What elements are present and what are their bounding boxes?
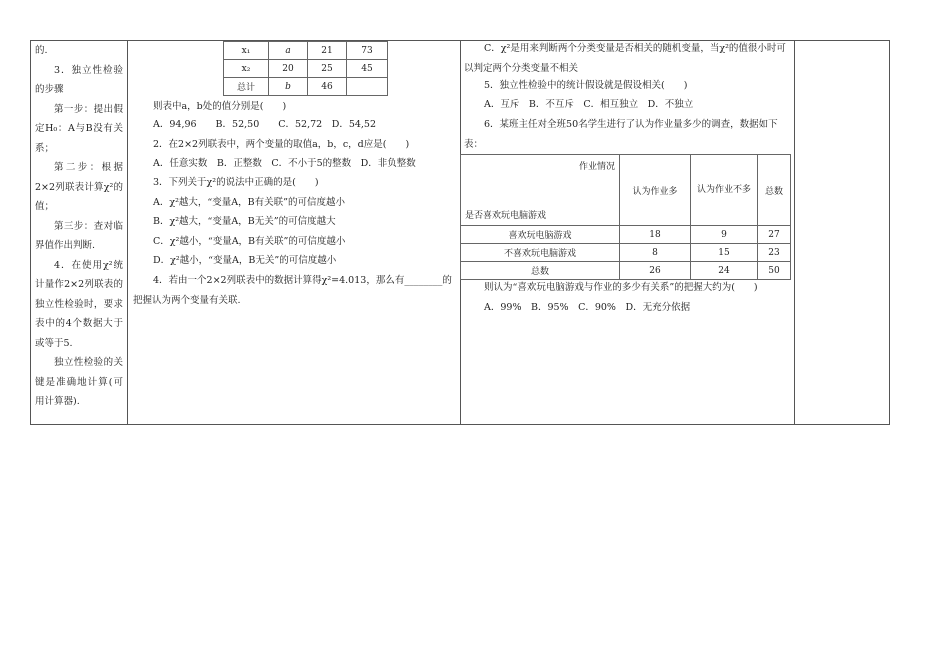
question-5-options: A．互斥 B．不互斥 C．相互独立 D．不独立: [484, 99, 694, 110]
table-row: [224, 42, 388, 60]
question-6-options: A．99% B．95% C．90% D．无充分依据: [484, 302, 691, 313]
table-header: 总数: [758, 155, 791, 226]
survey-table: [460, 154, 791, 280]
exercise-column-right: [460, 41, 794, 424]
table-row: [461, 262, 791, 280]
question-1-options: A．94,96 B．52,50 C．52,72 D．54,52: [153, 119, 377, 130]
question-1-stem: 则表中a，b处的值分别是( ): [153, 101, 287, 112]
corner-bottom-label: 是否喜欢玩电脑游戏: [465, 211, 547, 221]
table-cell: 总数: [461, 262, 620, 280]
column-divider: [794, 41, 795, 424]
table-row: [224, 78, 388, 96]
question-6-after: 则认为“喜欢玩电脑游戏与作业的多少有关系”的把握大约为( ): [484, 282, 758, 293]
table-cell: 24: [691, 262, 758, 280]
table-cell: 不喜欢玩电脑游戏: [461, 244, 620, 262]
table-cell: 25: [308, 60, 347, 78]
note-line: 的.: [35, 45, 48, 56]
table-cell: 15: [691, 244, 758, 262]
table-cell: 27: [758, 226, 791, 244]
table-cell: 73: [347, 42, 388, 60]
table-cell: 20: [269, 60, 308, 78]
table-cell: 总计: [224, 78, 269, 96]
table-cell: 50: [758, 262, 791, 280]
table-cell: 18: [620, 226, 691, 244]
corner-top-label: 作业情况: [578, 162, 615, 172]
question-2-options: A．任意实数 B．正整数 C．不小于5的整数 D．非负整数: [153, 158, 416, 169]
table-row: [224, 60, 388, 78]
note-line: 第二步：根据2×2列联表计算χ²的值；: [35, 162, 123, 212]
contingency-table-small: [223, 41, 388, 96]
table-header: 认为作业不多: [691, 155, 758, 226]
question-3-stem: 3．下列关于χ²的说法中正确的是( ): [153, 177, 319, 188]
notes-column: [31, 41, 127, 412]
note-line: 3．独立性检验的步骤: [35, 64, 123, 95]
table-row: [461, 226, 791, 244]
question-3-option-b: B．χ²越大，“变量A，B无关”的可信度越大: [153, 216, 336, 227]
table-cell: 喜欢玩电脑游戏: [461, 226, 620, 244]
question-2-stem: 2．在2×2列联表中，两个变量的取值a，b，c，d应是( ): [153, 139, 410, 150]
table-cell: 8: [620, 244, 691, 262]
question-5-stem: 5．独立性检验中的统计假设就是假设相关( ): [484, 80, 688, 91]
table-cell: x₂: [224, 60, 269, 78]
question-3-option-a: A．χ²越大，“变量A，B有关联”的可信度越小: [153, 197, 345, 208]
table-header-row: [461, 155, 791, 226]
table-cell: 26: [620, 262, 691, 280]
table-cell: a: [269, 42, 308, 60]
note-line: 第三步：查对临界值作出判断.: [35, 220, 123, 251]
table-row: [461, 244, 791, 262]
question-option-c: C．χ²是用来判断两个分类变量是否相关的随机变量，当χ²的值很小时可以判定两个分类变量不相关: [464, 43, 786, 74]
question-4: 4．若由一个2×2列联表中的数据计算得χ²=4.013，那么有________的把握认为两个变量有关联.: [133, 275, 452, 306]
table-cell: 46: [308, 78, 347, 96]
table-cell: 23: [758, 244, 791, 262]
worksheet-frame: [30, 40, 890, 425]
question-6-stem: 6．某班主任对全班50名学生进行了认为作业量多少的调查，数据如下表：: [464, 119, 778, 150]
exercise-column-left: [127, 41, 460, 424]
table-header: 认为作业多: [620, 155, 691, 226]
note-line: 4．在使用χ²统计量作2×2列联表的独立性检验时，要求表中的4个数据大于或等于5.: [35, 259, 123, 349]
table-cell: 21: [308, 42, 347, 60]
table-cell: 9: [691, 226, 758, 244]
table-cell: [347, 78, 388, 96]
table-corner-cell: [461, 155, 620, 226]
table-cell: 45: [347, 60, 388, 78]
question-3-option-c: C．χ²越小，“变量A，B有关联”的可信度越小: [153, 236, 346, 247]
table-cell: b: [269, 78, 308, 96]
note-line: 独立性检验的关键是准确地计算(可用计算器).: [35, 357, 123, 407]
question-3-option-d: D．χ²越小，“变量A，B无关”的可信度越小: [153, 255, 337, 266]
table-cell: x₁: [224, 42, 269, 60]
note-line: 第一步：提出假定H₀：A与B没有关系；: [35, 103, 123, 154]
